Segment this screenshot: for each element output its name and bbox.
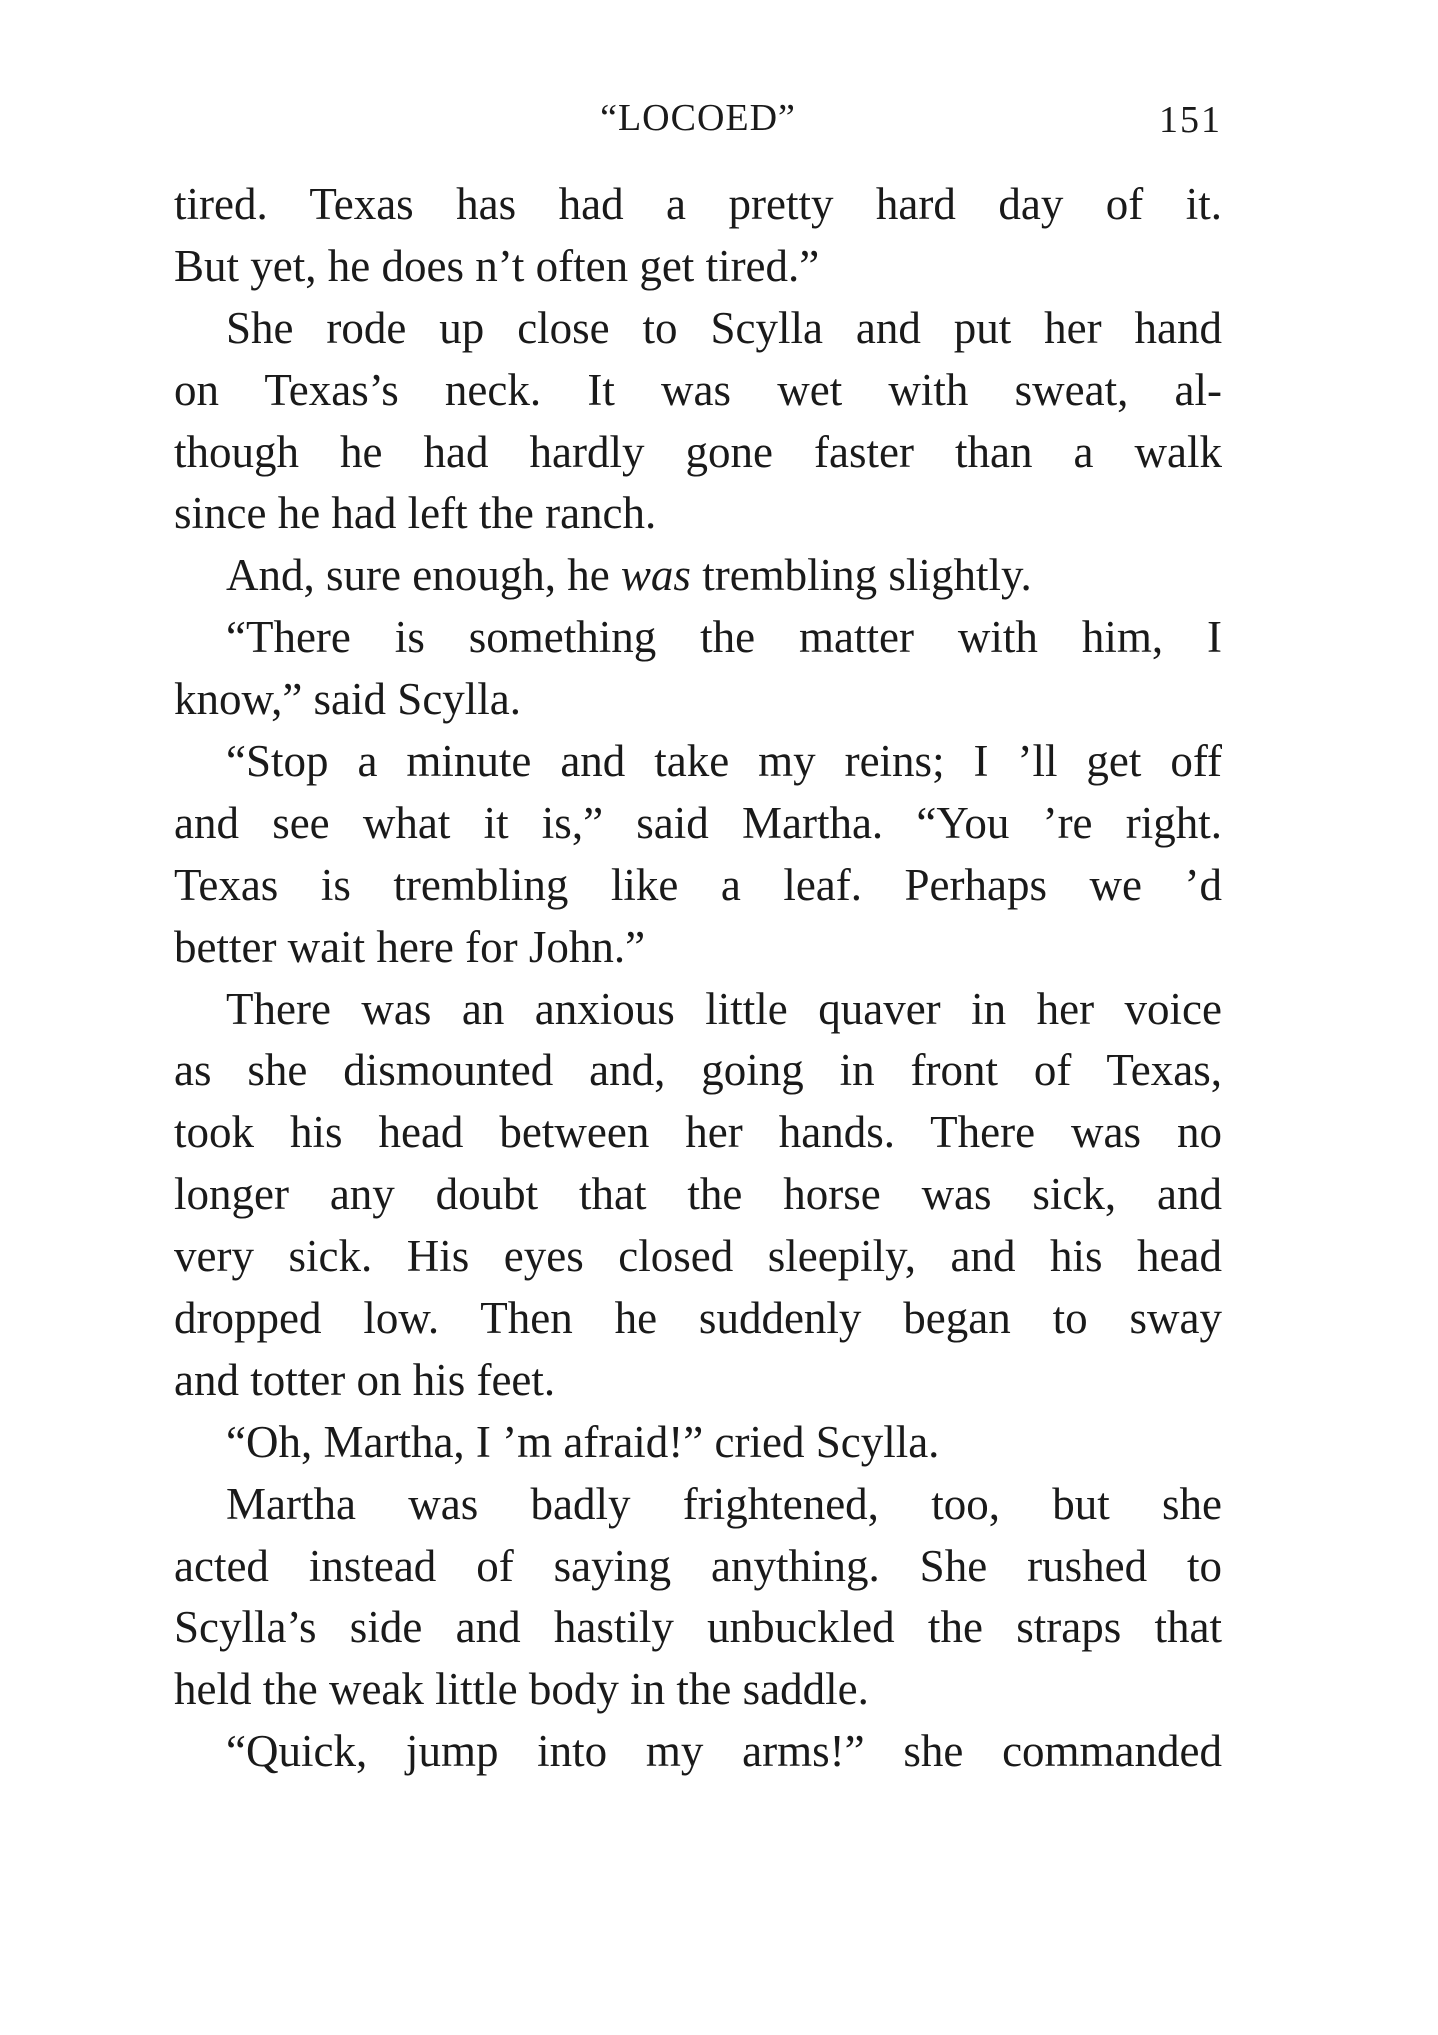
running-head	[174, 96, 1222, 146]
text-line: There was an anxious little quaver in her voice	[226, 983, 1222, 1034]
text-segment: And, sure enough, he	[226, 550, 621, 601]
text-line: “Stop a minute and take my reins; I ’ll get off	[226, 736, 1222, 787]
text-line: longer any doubt that the horse was sick, and	[174, 1169, 1222, 1220]
italic-word: was	[620, 550, 691, 601]
text-line	[174, 545, 1222, 607]
text-line: Texas is trembling like a leaf. Perhaps we ’d	[174, 859, 1222, 910]
text-line: acted instead of saying anything. She rushed to	[174, 1540, 1222, 1591]
text-line: better wait here for John.”	[174, 921, 646, 972]
text-line: though he had hardly gone faster than a walk	[174, 426, 1222, 477]
text-line: “There is something the matter with him, I	[226, 612, 1222, 663]
text-line: since he had left the ranch.	[174, 488, 657, 539]
text-line: took his head between her hands. There was no	[174, 1107, 1222, 1158]
text-line: Scylla’s side and hastily unbuckled the straps that	[174, 1602, 1222, 1653]
page-number: 151	[1159, 99, 1222, 141]
text-segment: trembling slightly.	[690, 550, 1032, 601]
text-line: tired. Texas has had a pretty hard day of it.	[174, 179, 1222, 229]
text-line: But yet, he does n’t often get tired.”	[174, 240, 820, 291]
text-line: as she dismounted and, going in front of Texas,	[174, 1045, 1222, 1096]
text-line: on Texas’s neck. It was wet with sweat, al-	[174, 364, 1222, 415]
text-line: held the weak little body in the saddle.	[174, 1664, 869, 1715]
text-line: know,” said Scylla.	[174, 674, 522, 725]
text-line: “Oh, Martha, I ’m afraid!” cried Scylla.	[226, 1416, 940, 1467]
text-line: and see what it is,” said Martha. “You ’re right.	[174, 797, 1222, 848]
text-line: “Quick, jump into my arms!” she commanded	[226, 1726, 1222, 1777]
text-line: She rode up close to Scylla and put her hand	[226, 302, 1222, 353]
running-title: “LOCOED”	[600, 97, 796, 139]
body-text	[174, 174, 1222, 1783]
text-line: Martha was badly frightened, too, but she	[226, 1478, 1222, 1529]
text-line: and totter on his feet.	[174, 1354, 556, 1405]
text-line: very sick. His eyes closed sleepily, and his head	[174, 1231, 1222, 1282]
text-line: dropped low. Then he suddenly began to sway	[174, 1293, 1222, 1344]
